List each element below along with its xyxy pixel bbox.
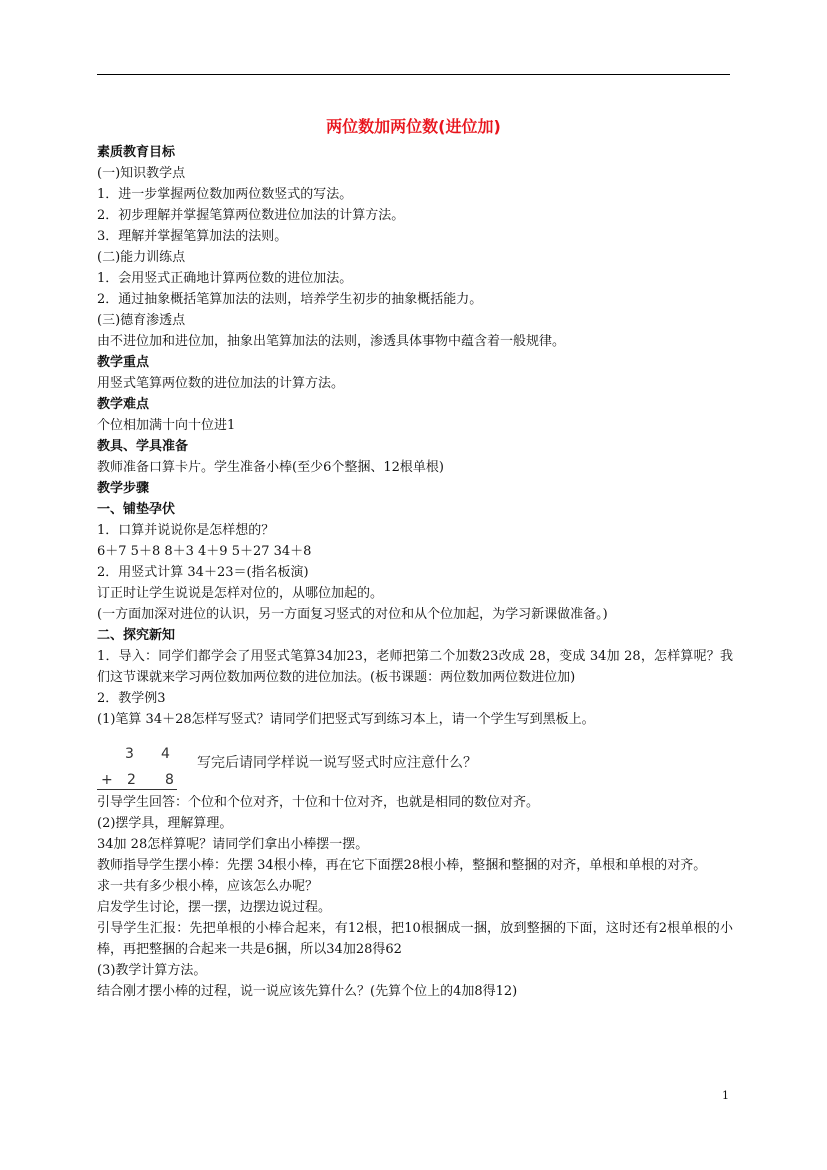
text-line: (2)摆学具，理解算理。 — [97, 816, 233, 831]
text-line: (二)能力训练点 — [97, 250, 186, 265]
heading-key-points: 教学重点 — [97, 355, 150, 370]
text-line: 结合刚才摆小棒的过程，说一说应该先算什么？(先算个位上的4加8得12) — [97, 984, 518, 999]
plus-sign: + — [101, 772, 113, 788]
text-paragraph: 引导学生汇报：先把单根的小棒合起来，有12根，把10根捆成一捆，放到整捆的下面，这时还有2根单根的小棒，再把整捆的合起来一共是6捆，所以34加28得62 — [97, 921, 733, 957]
vertical-note: 写完后请同学样说一说写竖式时应注意什么？ — [197, 755, 477, 771]
text-line: (一)知识教学点 — [97, 166, 186, 181]
text-paragraph: 1．导入：同学们都学会了用竖式笔算34加23，老师把第二个加数23改成 28，变成 34加 28，怎样算呢？我们这节课就来学习两位数加两位数的进位加法。(板书课题：两位数加两位数进位加) — [97, 649, 733, 685]
text-line: 引导学生回答：个位和个位对齐，十位和十位对齐，也就是相同的数位对齐。 — [97, 795, 540, 810]
text-line: (三)德育渗透点 — [97, 313, 186, 328]
text-line: 1．进一步掌握两位数加两位数竖式的写法。 — [97, 187, 353, 202]
text-line: 1．口算并说说你是怎样想的？ — [97, 523, 275, 538]
text-paragraph: 教师指导学生摆小棒：先摆 34根小棒，再在它下面摆28根小棒，整捆和整捆的对齐，单根和单根的对齐。 — [97, 858, 707, 873]
sum-line — [97, 789, 177, 790]
heading-steps: 教学步骤 — [97, 481, 150, 496]
header-rule — [97, 74, 730, 75]
page-title: 两位数加两位数(进位加) — [326, 117, 501, 136]
text-line: 3．理解并掌握笔算加法的法则。 — [97, 229, 288, 244]
heading-section-1: 一、铺垫孕伏 — [97, 502, 176, 517]
text-line: 2．通过抽象概括笔算加法的法则，培养学生初步的抽象概括能力。 — [97, 292, 483, 307]
page-number: 1 — [722, 1089, 729, 1102]
text-line: 个位相加满十向十位进1 — [97, 418, 236, 433]
digit: 3 — [125, 746, 134, 762]
heading-materials: 教具、学具准备 — [97, 439, 189, 454]
heading-section-2: 二、探究新知 — [97, 628, 176, 643]
text-line: 用竖式笔算两位数的进位加法的计算方法。 — [97, 376, 345, 391]
text-line: 由不进位加和进位加，抽象出笔算加法的法则，渗透具体事物中蕴含着一般规律。 — [97, 334, 566, 349]
text-line: (1)笔算 34＋28怎样写竖式？请同学们把竖式写到练习本上，请一个学生写到黑板上。 — [97, 712, 595, 727]
text-line: 求一共有多少根小棒，应该怎么办呢？ — [97, 879, 319, 894]
digit: 8 — [165, 772, 174, 788]
digit: 2 — [127, 772, 136, 788]
text-line: (3)教学计算方法。 — [97, 963, 207, 978]
document-body — [97, 142, 733, 1002]
text-line: 34加 28怎样算呢？请同学们拿出小棒摆一摆。 — [97, 837, 369, 852]
text-line: (一方面加深对进位的认识，另一方面复习竖式的对位和从个位加起，为学习新课做准备。) — [97, 607, 608, 622]
text-line: 2．用竖式计算 34＋23＝(指名板演) — [97, 565, 309, 580]
heading-difficulties: 教学难点 — [97, 397, 150, 412]
text-line: 6＋7 5＋8 8＋3 4＋9 5＋27 34＋8 — [97, 544, 312, 559]
text-line: 1．会用竖式正确地计算两位数的进位加法。 — [97, 271, 353, 286]
text-line: 启发学生讨论，摆一摆，边摆边说过程。 — [97, 900, 332, 915]
heading-goals: 素质教育目标 — [97, 145, 176, 160]
text-line: 教师准备口算卡片。学生准备小棒(至少6个整捆、12根单根) — [97, 460, 444, 475]
text-line: 订正时让学生说说是怎样对位的，从哪位加起的。 — [97, 586, 384, 601]
vertical-addition — [97, 730, 733, 792]
digit: 4 — [161, 746, 170, 762]
text-line: 2．教学例3 — [97, 691, 166, 706]
text-line: 2．初步理解并掌握笔算两位数进位加法的计算方法。 — [97, 208, 405, 223]
